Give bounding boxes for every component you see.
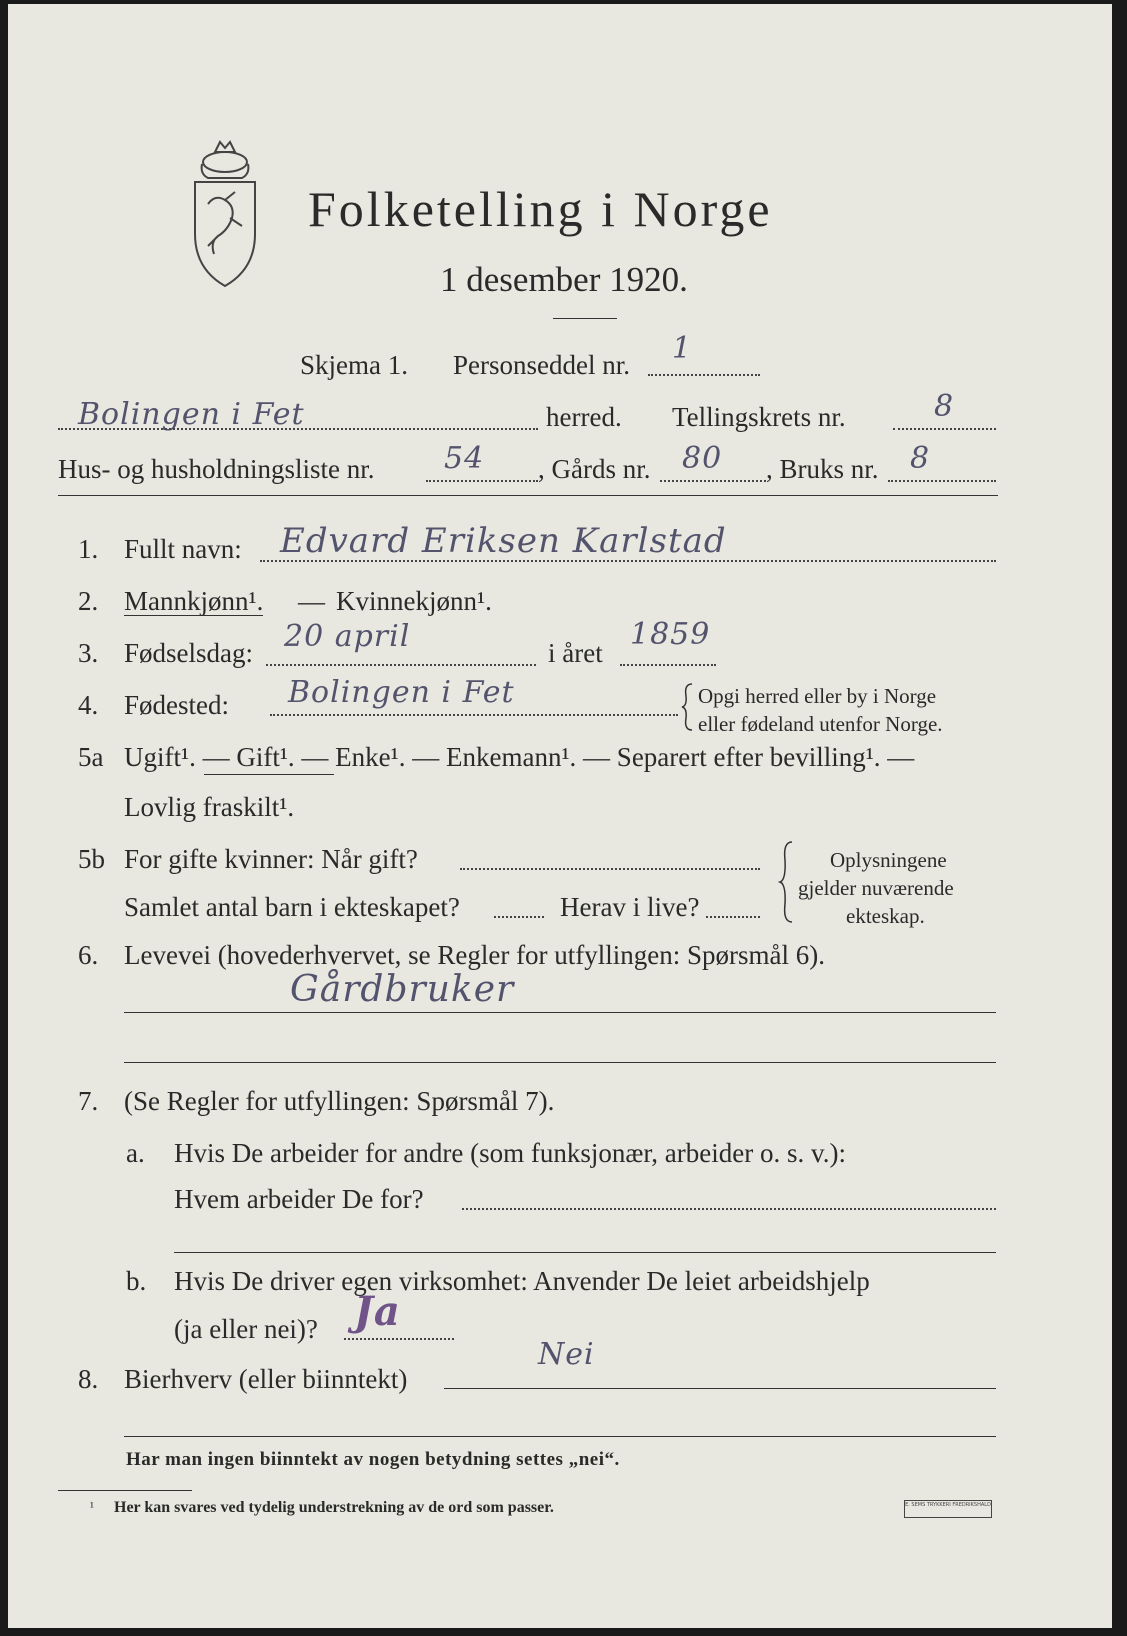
gards-label: , Gårds nr.: [538, 454, 651, 484]
q4-note-line1: Opgi herred eller by i Norge: [698, 684, 937, 708]
q1-field[interactable]: [260, 560, 996, 562]
q5a-gift-underline: [204, 774, 334, 775]
q6-label: Levevei (hovederhvervet, se Regler for utfyllingen: Spørsmål 6).: [124, 940, 826, 970]
q4-number: 4.: [78, 690, 99, 720]
q7b-letter: b.: [126, 1266, 147, 1296]
q5b-note-line2: gjelder nuværende: [798, 876, 954, 900]
census-form-page: [8, 4, 1112, 1628]
personseddel-field[interactable]: [648, 374, 760, 376]
q8-field-2[interactable]: [124, 1436, 996, 1437]
q5a-options[interactable]: Ugift¹. — Gift¹. — Enke¹. — Enkemann¹. — Separert efter bevilling¹. —: [124, 742, 915, 772]
q7a-label: Hvis De arbeider for andre (som funksjonær, arbeider o. s. v.):: [174, 1138, 846, 1168]
q6-field[interactable]: [124, 1012, 996, 1013]
hus-field[interactable]: [426, 480, 538, 482]
footnote-text: Her kan svares ved tydelig understrekning av de ord som passer.: [114, 1499, 554, 1516]
herred-field[interactable]: [58, 428, 538, 430]
q3-field[interactable]: [266, 664, 536, 666]
q7b-field[interactable]: [344, 1338, 454, 1340]
q4-label: Fødested:: [124, 690, 229, 720]
q5a-options-line2[interactable]: Lovlig fraskilt¹.: [124, 792, 295, 822]
q3-year-field[interactable]: [620, 664, 716, 666]
q5b-label-barn: Samlet antal barn i ekteskapet?: [124, 892, 460, 922]
q7b-label-2: (ja eller nei)?: [174, 1314, 318, 1344]
hus-label: Hus- og husholdningsliste nr.: [58, 454, 375, 484]
q2-male-option[interactable]: Mannkjønn¹.: [124, 586, 264, 616]
q8-number: 8.: [78, 1364, 99, 1394]
q5b-note-line3: ekteskap.: [846, 904, 925, 928]
q5b-live-field[interactable]: [706, 916, 760, 918]
q7a-field[interactable]: [462, 1208, 996, 1210]
footnote-divider: [58, 1490, 192, 1491]
q1-value: Edvard Eriksen Karlstad: [280, 521, 727, 561]
q4-field[interactable]: [270, 714, 678, 716]
footnote-mark: ¹: [90, 1499, 94, 1514]
q8-value: Nei: [538, 1337, 595, 1372]
q7-label: (Se Regler for utfyllingen: Spørsmål 7).: [124, 1086, 555, 1116]
footer-note: Har man ingen biinntekt av nogen betydning settes „nei“.: [126, 1449, 620, 1470]
q4-note-line2: eller fødeland utenfor Norge.: [698, 712, 943, 736]
personseddel-label: Personseddel nr.: [453, 350, 630, 380]
q7a-label-2: Hvem arbeider De for?: [174, 1184, 424, 1214]
q8-field[interactable]: [444, 1388, 996, 1389]
q7b-label: Hvis De driver egen virksomhet: Anvender De leiet arbeidshjelp: [174, 1266, 870, 1296]
gards-field[interactable]: [660, 480, 766, 482]
page-title: Folketelling i Norge: [308, 181, 773, 237]
q7b-value: Ja: [354, 1288, 401, 1335]
q3-year-label: i året: [548, 638, 603, 668]
q8-label: Bierhverv (eller biinntekt): [124, 1364, 408, 1394]
q7a-letter: a.: [126, 1138, 145, 1168]
tellingskrets-field[interactable]: [893, 428, 996, 430]
q2-number: 2.: [78, 586, 99, 616]
norwegian-coat-of-arms-icon: [180, 134, 270, 294]
bruks-label: , Bruks nr.: [766, 454, 879, 484]
q4-value: Bolingen i Fet: [288, 675, 515, 710]
title-divider: [553, 318, 617, 319]
personseddel-value: 1: [672, 331, 693, 366]
skjema-label: Skjema 1.: [300, 350, 408, 380]
census-date: 1 desember 1920.: [440, 260, 688, 299]
q3-year-value: 1859: [630, 617, 711, 652]
q6-value: Gårdbruker: [290, 969, 515, 1010]
bruks-field[interactable]: [888, 480, 996, 482]
tellingskrets-value: 8: [934, 389, 955, 424]
herred-value: Bolingen i Fet: [78, 397, 305, 432]
q5a-number: 5a: [78, 742, 104, 772]
printer-stamp: E. SEMS TRYKKERI FREDRIKSHALD: [904, 1500, 992, 1518]
q6-number: 6.: [78, 940, 99, 970]
section-divider: [58, 495, 998, 496]
q6-field-2[interactable]: [124, 1062, 996, 1063]
q7a-field-2[interactable]: [174, 1252, 996, 1253]
q5b-gift-field[interactable]: [460, 868, 760, 870]
hus-value: 54: [444, 441, 485, 476]
q3-value: 20 april: [284, 619, 411, 654]
q1-label: Fullt navn:: [124, 534, 242, 564]
q4-brace-icon: [680, 682, 694, 732]
q5b-barn-field[interactable]: [494, 916, 544, 918]
q5b-brace-icon: [778, 840, 794, 924]
q2-separator: —: [298, 586, 325, 616]
gards-value: 80: [682, 441, 723, 476]
q5b-label-live: Herav i live?: [560, 892, 700, 922]
q2-female-option[interactable]: Kvinnekjønn¹.: [336, 586, 492, 616]
q3-number: 3.: [78, 638, 99, 668]
q5b-label-gift: For gifte kvinner: Når gift?: [124, 844, 418, 874]
q5b-number: 5b: [78, 844, 105, 874]
q5b-note-line1: Oplysningene: [830, 848, 947, 872]
q7-number: 7.: [78, 1086, 99, 1116]
herred-label: herred.: [546, 402, 622, 432]
tellingskrets-label: Tellingskrets nr.: [672, 402, 846, 432]
q1-number: 1.: [78, 534, 99, 564]
q3-label: Fødselsdag:: [124, 638, 254, 668]
bruks-value: 8: [910, 441, 931, 476]
